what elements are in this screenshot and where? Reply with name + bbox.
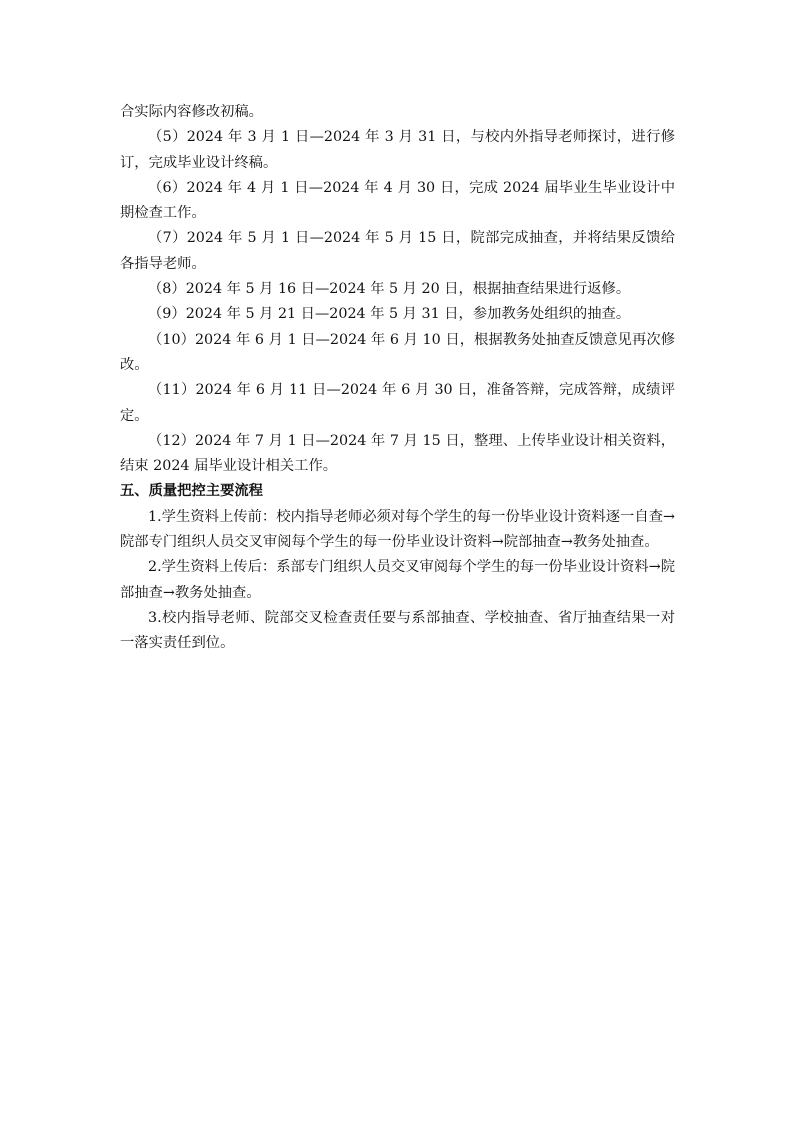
flow-item-1: 1.学生资料上传前：校内指导老师必须对每个学生的每一份毕业设计资料逐一自查→院部专门组织人员交叉审阅每个学生的每一份毕业设计资料→院部抽查→教务处抽查。 [120,508,675,551]
schedule-item-8: （8）2024 年 5 月 16 日—2024 年 5 月 20 日，根据抽查结果进行返修。 [148,281,631,298]
flow-item-3: 3.校内指导老师、院部交叉检查责任要与系部抽查、学校抽查、省厅抽查结果一对一落实责任到位。 [120,609,675,652]
schedule-item-10: （10）2024 年 6 月 1 日—2024 年 6 月 10 日，根据教务处抽查反馈意见再次修改。 [120,331,675,373]
schedule-item-11: （11）2024 年 6 月 11 日—2024 年 6 月 30 日，准备答辩，完成答辩，成绩评定。 [120,382,675,424]
schedule-item-5: （5）2024 年 3 月 1 日—2024 年 3 月 31 日，与校内外指导老师探讨，进行修订，完成毕业设计终稿。 [120,129,675,171]
section-heading: 五、质量把控主要流程 [120,483,263,500]
schedule-item-12: （12）2024 年 7 月 1 日—2024 年 7 月 15 日，整理、上传毕业设计相关资料，结束 2024 届毕业设计相关工作。 [120,432,675,475]
paragraph-continuation: 合实际内容修改初稿。 [120,104,263,120]
schedule-item-9: （9）2024 年 5 月 21 日—2024 年 5 月 31 日，参加教务处组织的抽查。 [148,306,631,323]
flow-item-2: 2.学生资料上传后：系部专门组织人员交叉审阅每个学生的每一份毕业设计资料→院部抽查→教务处抽查。 [120,559,675,601]
schedule-item-6: （6）2024 年 4 月 1 日—2024 年 4 月 30 日，完成 2024 届毕业生毕业设计中期检查工作。 [120,179,675,222]
document-body [120,100,675,657]
schedule-item-7: （7）2024 年 5 月 1 日—2024 年 5 月 15 日，院部完成抽查，并将结果反馈给各指导老师。 [120,230,675,272]
